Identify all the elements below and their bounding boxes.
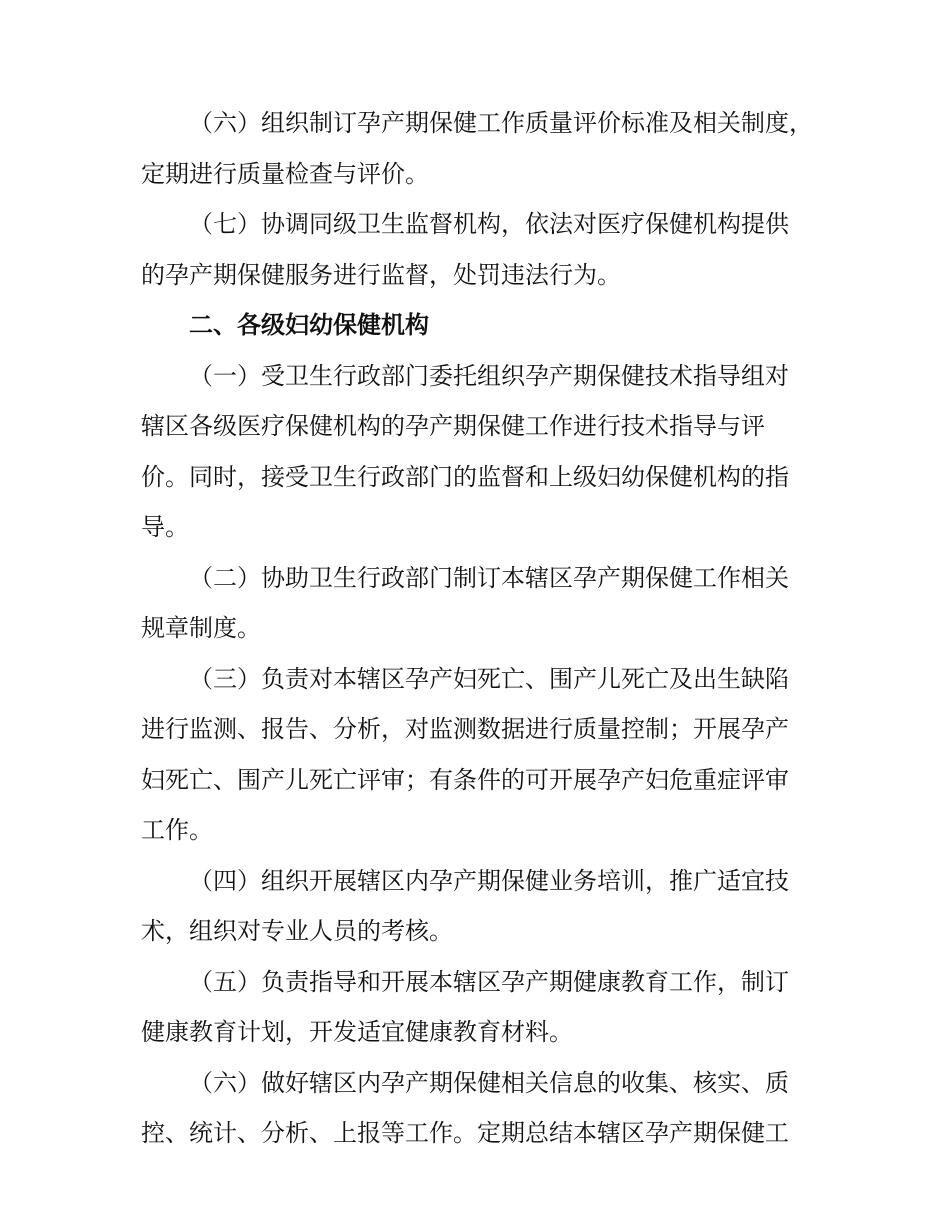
text-line: （三）负责对本辖区孕产妇死亡、围产儿死亡及出生缺陷	[189, 664, 789, 693]
text-line: （六）做好辖区内孕产期保健相关信息的收集、核实、质	[189, 1068, 789, 1097]
text-line: 术，组织对专业人员的考核。	[141, 917, 453, 945]
section-heading: 二、各级妇幼保健机构	[189, 311, 429, 339]
text-line: 进行监测、报告、分析，对监测数据进行质量控制；开展孕产	[141, 715, 789, 743]
text-line: 控、统计、分析、上报等工作。定期总结本辖区孕产期保健工	[141, 1119, 789, 1147]
text-line: 妇死亡、围产儿死亡评审；有条件的可开展孕产妇危重症评审	[141, 765, 789, 794]
text-line: 辖区各级医疗保健机构的孕产期保健工作进行技术指导与评	[141, 412, 765, 440]
paragraph-2-regulations	[141, 553, 821, 654]
text-line: （六）组织制订孕产期保健工作质量评价标准及相关制度，	[189, 109, 813, 137]
text-line: 健康教育计划，开发适宜健康教育材料。	[141, 1018, 573, 1046]
text-line: （七）协调同级卫生监督机构，依法对医疗保健机构提供	[189, 210, 789, 238]
document-body	[141, 98, 821, 1159]
text-line: 导。	[141, 513, 189, 541]
paragraph-1-technical-guidance	[141, 351, 821, 553]
text-line: （四）组织开展辖区内孕产期保健业务培训，推广适宜技	[189, 866, 789, 895]
paragraph-5-health-education	[141, 957, 821, 1058]
paragraph-6-information	[141, 1058, 821, 1159]
paragraph-7-supervision	[141, 199, 821, 300]
paragraph-6-quality-evaluation	[141, 98, 821, 199]
text-line: 的孕产期保健服务进行监督，处罚违法行为。	[141, 260, 621, 289]
text-line: （一）受卫生行政部门委托组织孕产期保健技术指导组对	[189, 361, 789, 390]
paragraph-3-monitoring	[141, 654, 821, 856]
text-line: 价。同时，接受卫生行政部门的监督和上级妇幼保健机构的指	[141, 462, 789, 491]
text-line: 定期进行质量检查与评价。	[141, 159, 429, 188]
text-line: 工作。	[141, 816, 213, 844]
text-line: （五）负责指导和开展本辖区孕产期健康教育工作，制订	[189, 967, 789, 996]
text-line: （二）协助卫生行政部门制订本辖区孕产期保健工作相关	[189, 563, 789, 592]
paragraph-4-training	[141, 856, 821, 957]
text-line: 规章制度。	[141, 614, 261, 642]
